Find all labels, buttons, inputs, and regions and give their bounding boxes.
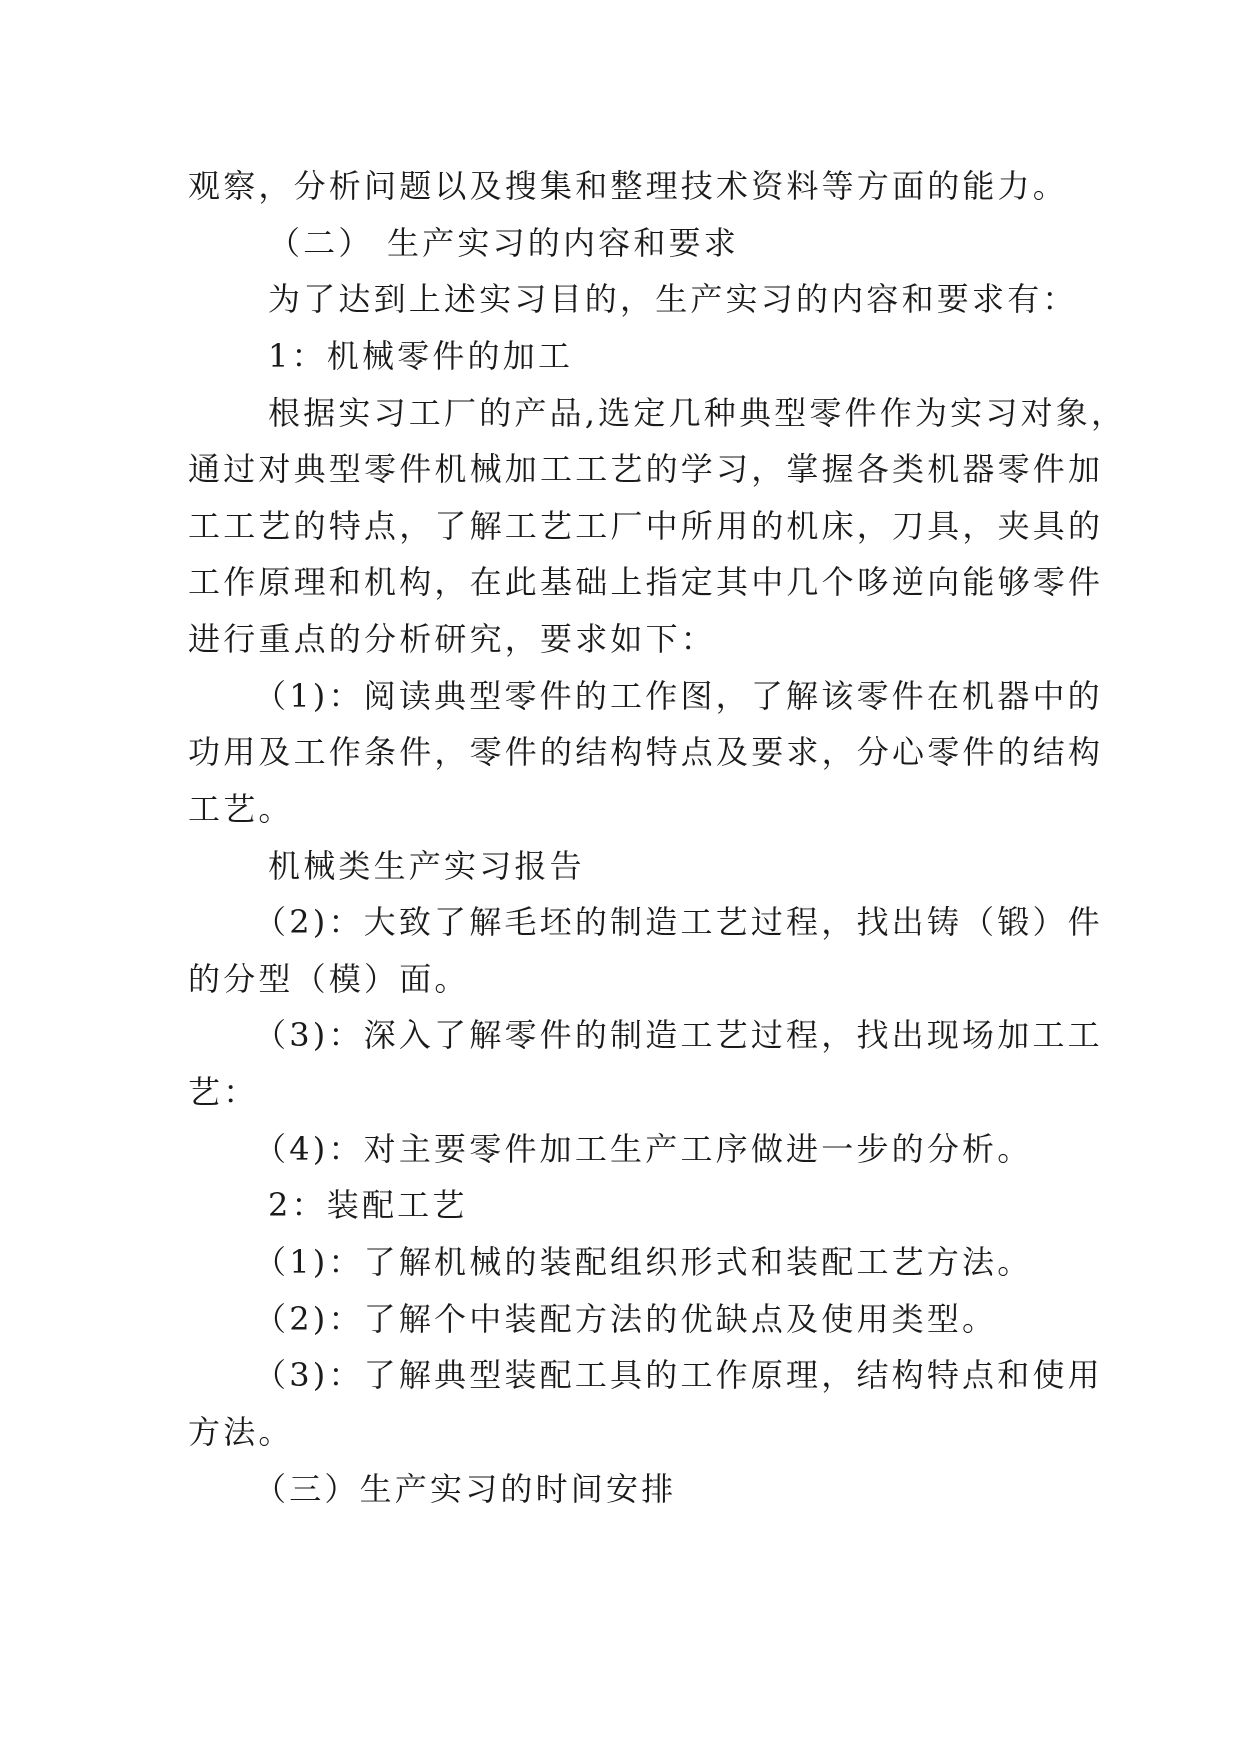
text-line: 为了达到上述实习目的，生产实习的内容和要求有：	[268, 280, 1078, 318]
text-line: 通过对典型零件机械加工工艺的学习，掌握各类机器零件加	[188, 450, 1104, 488]
text-line: 功用及工作条件，零件的结构特点及要求，分心零件的结构	[188, 733, 1104, 771]
text-line: 观察，分析问题以及搜集和整理技术资料等方面的能力。	[188, 167, 1069, 205]
list-item-line: （1)：了解机械的装配组织形式和装配工艺方法。	[254, 1243, 1033, 1281]
text-line: 工工艺的特点，了解工艺工厂中所用的机床，刀具，夹具的	[188, 507, 1104, 545]
section-heading: （三）生产实习的时间安排	[254, 1470, 677, 1508]
list-item-line: （3)：了解典型装配工具的工作原理，结构特点和使用	[254, 1356, 1103, 1394]
list-item-line: （1)：阅读典型零件的工作图，了解该零件在机器中的	[254, 677, 1103, 715]
text-line: 根据实习工厂的产品,选定几种典型零件作为实习对象，	[268, 394, 1127, 432]
text-line: 工艺。	[188, 790, 294, 828]
list-item-line: （4)：对主要零件加工生产工序做进一步的分析。	[254, 1130, 1033, 1168]
list-item-line: （2)：了解个中装配方法的优缺点及使用类型。	[254, 1300, 998, 1338]
running-title: 机械类生产实习报告	[268, 847, 585, 885]
subsection-heading: 2：装配工艺	[268, 1186, 468, 1224]
section-heading: （二） 生产实习的内容和要求	[268, 224, 739, 262]
text-line: 工作原理和机构，在此基础上指定其中几个哆逆向能够零件	[188, 563, 1104, 601]
list-item-line: （2)：大致了解毛坯的制造工艺过程，找出铸（锻）件	[254, 903, 1103, 941]
text-line: 艺：	[188, 1073, 259, 1111]
subsection-heading: 1：机械零件的加工	[268, 337, 574, 375]
list-item-line: （3)：深入了解零件的制造工艺过程，找出现场加工工	[254, 1016, 1103, 1054]
text-line: 的分型（模）面。	[188, 960, 470, 998]
text-line: 进行重点的分析研究，要求如下：	[188, 620, 717, 658]
text-line: 方法。	[188, 1413, 294, 1451]
